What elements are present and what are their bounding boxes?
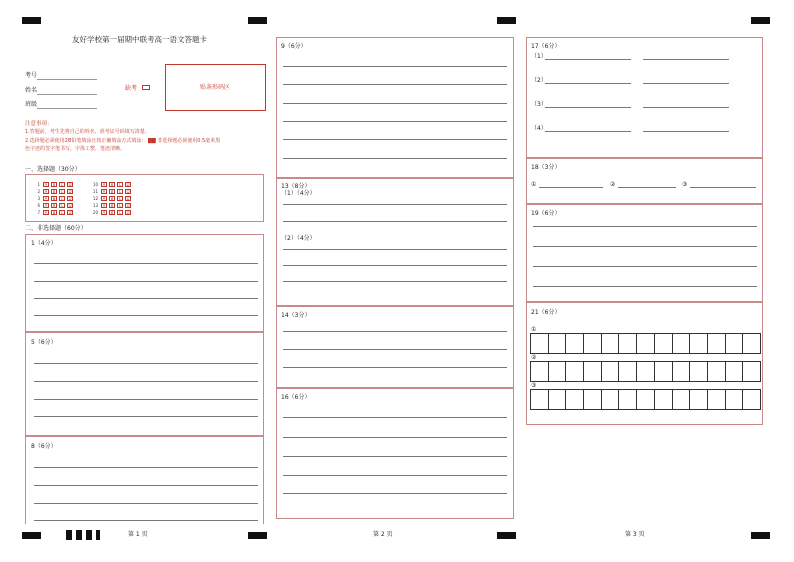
choice-number: 2 [37, 189, 40, 194]
grid-cell[interactable] [584, 362, 602, 381]
answer-line[interactable] [283, 265, 507, 266]
answer-line[interactable] [643, 83, 729, 84]
choice-column [32, 180, 75, 215]
answer-box-q1 [25, 234, 264, 332]
answer-box-q5 [25, 332, 264, 436]
grid-cell[interactable] [637, 390, 655, 409]
grid-cell[interactable] [673, 334, 691, 353]
choice-bubble[interactable]: A [102, 210, 106, 215]
grid-cell[interactable] [690, 390, 708, 409]
choice-bubble[interactable]: B [110, 203, 114, 208]
choice-bubble[interactable]: C [60, 210, 64, 215]
answer-line[interactable] [283, 367, 507, 368]
section1-title: 一、选择题（30分） [25, 166, 81, 173]
grid-cell[interactable] [531, 362, 549, 381]
choice-bubble[interactable]: B [110, 210, 114, 215]
answer-line[interactable] [643, 131, 729, 132]
choice-bubble[interactable]: A [102, 203, 106, 208]
answer-line[interactable] [283, 349, 507, 350]
choice-row [90, 187, 133, 194]
choice-bubble[interactable]: D [68, 196, 72, 201]
answer-line[interactable] [533, 226, 757, 227]
choice-number: 13 [92, 203, 98, 208]
answer-line[interactable] [283, 221, 507, 222]
choice-row [32, 208, 75, 215]
answer-box-q13 [276, 178, 514, 306]
grid-cell[interactable] [584, 334, 602, 353]
answer-line[interactable] [34, 399, 258, 400]
answer-line[interactable] [34, 416, 258, 417]
choice-bubble[interactable]: B [52, 189, 56, 194]
grid-cell[interactable] [708, 334, 726, 353]
answer-line[interactable] [533, 286, 757, 287]
grid-cell[interactable] [655, 362, 673, 381]
choice-number: 10 [92, 182, 98, 187]
sub-question-label: （1） [531, 53, 547, 60]
choice-bubble[interactable]: C [60, 196, 64, 201]
answer-line[interactable] [643, 59, 729, 60]
choice-bubble[interactable]: B [52, 182, 56, 187]
answer-line[interactable] [34, 381, 258, 382]
grid-cell[interactable] [637, 362, 655, 381]
sub-question-label: ② [610, 181, 616, 188]
timing-mark [22, 532, 41, 539]
choice-number: 12 [92, 196, 98, 201]
choice-row [90, 194, 133, 201]
answer-line[interactable] [283, 103, 507, 104]
answer-line[interactable] [34, 298, 258, 299]
choice-answer-box [25, 174, 264, 222]
choice-bubble[interactable]: A [44, 203, 48, 208]
answer-line[interactable] [283, 204, 507, 205]
choice-bubble[interactable]: A [44, 189, 48, 194]
answer-line[interactable] [545, 83, 631, 84]
page-code-mark [76, 530, 82, 540]
answer-line[interactable] [283, 331, 507, 332]
answer-line[interactable] [283, 493, 507, 494]
choice-bubble[interactable]: C [118, 196, 122, 201]
answer-line[interactable] [283, 417, 507, 418]
answer-line[interactable] [545, 59, 631, 60]
name-label: 姓名 [25, 87, 38, 94]
answer-line[interactable] [34, 263, 258, 264]
answer-box-q9 [276, 37, 514, 178]
grid-cell[interactable] [549, 390, 567, 409]
grid-cell[interactable] [619, 362, 637, 381]
grid-cell[interactable] [602, 362, 620, 381]
answer-box-q19 [526, 204, 763, 302]
answer-line[interactable] [690, 187, 756, 188]
notice-item: 色字迹的签字笔书写，字体工整，笔迹清晰。 [25, 146, 126, 152]
choice-bubble[interactable]: C [118, 182, 122, 187]
answer-box-q14 [276, 306, 514, 388]
grid-cell[interactable] [549, 334, 567, 353]
answer-line[interactable] [618, 187, 676, 188]
choice-bubble[interactable]: D [126, 189, 130, 194]
choice-row [32, 194, 75, 201]
grid-cell[interactable] [602, 390, 620, 409]
choice-bubble[interactable]: D [68, 210, 72, 215]
grid-cell[interactable] [531, 334, 549, 353]
answer-line[interactable] [283, 475, 507, 476]
page-code-mark [96, 530, 100, 540]
question-label: 19（6分） [531, 210, 561, 217]
answer-line[interactable] [283, 158, 507, 159]
answer-line[interactable] [34, 485, 258, 486]
grid-cell[interactable] [655, 334, 673, 353]
sub-question-label: （3） [531, 101, 547, 108]
grid-cell[interactable] [708, 390, 726, 409]
choice-bubble[interactable]: A [44, 196, 48, 201]
answer-line[interactable] [283, 66, 507, 67]
timing-mark [751, 17, 770, 24]
page-number-3: 第 3 页 [625, 531, 645, 538]
choice-bubble[interactable]: D [126, 182, 130, 187]
grid-cell[interactable] [566, 334, 584, 353]
grid-cell[interactable] [726, 334, 744, 353]
grid-cell[interactable] [726, 362, 744, 381]
class-label: 班级 [25, 101, 38, 108]
question-label: 13（8分） [281, 183, 311, 190]
grid-cell[interactable] [619, 334, 637, 353]
choice-row [90, 180, 133, 187]
question-label: 17（6分） [531, 43, 561, 50]
answer-box-q8 [25, 436, 264, 524]
answer-box-q18 [526, 158, 763, 204]
choice-number: 1 [37, 182, 40, 187]
choice-bubble[interactable]: A [44, 182, 48, 187]
answer-line[interactable] [545, 107, 631, 108]
grid-cell[interactable] [743, 362, 760, 381]
sub-question-label: ③ [531, 382, 537, 389]
choice-row [90, 201, 133, 208]
timing-mark [248, 17, 267, 24]
choice-bubble[interactable]: C [118, 210, 122, 215]
grid-cell[interactable] [619, 390, 637, 409]
question-label: 1（4分） [31, 240, 57, 247]
choice-row [90, 208, 133, 215]
sub-question-label: （1）（4分） [281, 190, 316, 197]
answer-line[interactable] [539, 187, 603, 188]
grid-cell[interactable] [566, 390, 584, 409]
notice-title: 注意事项： [25, 121, 53, 127]
choice-number: 11 [92, 189, 98, 194]
choice-bubble[interactable]: B [52, 210, 56, 215]
answer-line[interactable] [533, 266, 757, 267]
question-label: 8（6分） [31, 443, 57, 450]
choice-bubble[interactable]: D [126, 210, 130, 215]
sub-question-label: ② [531, 354, 537, 361]
timing-mark [497, 17, 516, 24]
choice-bubble[interactable]: B [52, 203, 56, 208]
choice-bubble[interactable]: C [60, 189, 64, 194]
character-grid[interactable] [530, 361, 761, 382]
choice-bubble[interactable]: A [44, 210, 48, 215]
sub-question-label: （4） [531, 125, 547, 132]
timing-mark [497, 532, 516, 539]
answer-box-q17 [526, 37, 763, 158]
choice-bubble[interactable]: C [118, 203, 122, 208]
notice-item: 2.选择题必须使用2B铅笔填涂且按正确填涂方式填涂： ▇▇ 非选择题必须使用0.5毫米黑 [25, 138, 221, 144]
timing-mark [248, 532, 267, 539]
answer-line[interactable] [34, 363, 258, 364]
choice-bubble[interactable]: C [60, 182, 64, 187]
grid-cell[interactable] [690, 362, 708, 381]
choice-bubble[interactable]: C [118, 189, 122, 194]
grid-cell[interactable] [743, 390, 760, 409]
answer-line[interactable] [34, 281, 258, 282]
sub-question-label: （2） [531, 77, 547, 84]
character-grid[interactable] [530, 389, 761, 410]
class-field[interactable] [37, 108, 97, 109]
answer-line[interactable] [533, 246, 757, 247]
choice-bubble[interactable]: A [102, 196, 106, 201]
timing-mark [751, 532, 770, 539]
question-label: 16（6分） [281, 394, 311, 401]
choice-bubble[interactable]: D [126, 203, 130, 208]
grid-cell[interactable] [726, 390, 744, 409]
answer-line[interactable] [283, 139, 507, 140]
barcode-area [165, 64, 266, 111]
question-label: 9（6分） [281, 43, 307, 50]
choice-bubble[interactable]: A [102, 182, 106, 187]
grid-cell[interactable] [637, 334, 655, 353]
choice-bubble[interactable]: D [68, 182, 72, 187]
absent-checkbox[interactable] [142, 85, 150, 90]
absent-label: 缺考 [125, 85, 138, 92]
sub-question-label: ③ [682, 181, 688, 188]
choice-bubble[interactable]: B [110, 182, 114, 187]
choice-bubble[interactable]: C [60, 203, 64, 208]
grid-cell[interactable] [566, 362, 584, 381]
question-label: 18（3分） [531, 164, 561, 171]
name-field[interactable] [37, 94, 97, 95]
choice-number: 3 [37, 196, 40, 201]
answer-line[interactable] [643, 107, 729, 108]
grid-cell[interactable] [673, 362, 691, 381]
exam-number-field[interactable] [37, 79, 97, 80]
answer-line[interactable] [34, 503, 258, 504]
notice-item: 1.答题前，考生先将自己的姓名、准考证号码填写清楚。 [25, 129, 150, 135]
section2-title: 二、非选择题（60分） [25, 225, 87, 232]
answer-box-q16 [276, 388, 514, 519]
sub-question-label: ① [531, 326, 537, 333]
grid-cell[interactable] [531, 390, 549, 409]
question-label: 21（6分） [531, 309, 561, 316]
choice-bubble[interactable]: B [52, 196, 56, 201]
answer-line[interactable] [283, 249, 507, 250]
page-number-2: 第 2 页 [373, 531, 393, 538]
barcode-label: 贴条形码区 [200, 84, 231, 91]
grid-cell[interactable] [655, 390, 673, 409]
grid-cell[interactable] [602, 334, 620, 353]
choice-column [90, 180, 133, 215]
choice-bubble[interactable]: D [68, 189, 72, 194]
timing-mark [22, 17, 41, 24]
sub-question-label: ① [531, 181, 537, 188]
grid-cell[interactable] [690, 334, 708, 353]
answer-line[interactable] [283, 121, 507, 122]
question-label: 5（6分） [31, 339, 57, 346]
choice-bubble[interactable]: B [110, 189, 114, 194]
grid-cell[interactable] [673, 390, 691, 409]
answer-line[interactable] [283, 456, 507, 457]
choice-row [32, 187, 75, 194]
answer-box-q21 [526, 302, 763, 425]
answer-line[interactable] [34, 467, 258, 468]
choice-number: 20 [92, 210, 98, 215]
choice-row [32, 180, 75, 187]
choice-number: 7 [37, 210, 40, 215]
answer-line[interactable] [545, 131, 631, 132]
grid-cell[interactable] [708, 362, 726, 381]
choice-bubble[interactable]: D [126, 196, 130, 201]
grid-cell[interactable] [743, 334, 760, 353]
choice-row [32, 201, 75, 208]
page-code-mark [66, 530, 72, 540]
choice-bubble[interactable]: B [110, 196, 114, 201]
page-code-mark [86, 530, 92, 540]
answer-line[interactable] [34, 315, 258, 316]
answer-line[interactable] [283, 84, 507, 85]
answer-line[interactable] [283, 437, 507, 438]
exam-number-label: 考号 [25, 72, 38, 79]
character-grid[interactable] [530, 333, 761, 354]
question-label: 14（3分） [281, 312, 311, 319]
answer-line[interactable] [283, 281, 507, 282]
sheet-title: 友好学校第一届期中联考高一语文答题卡 [72, 35, 207, 44]
choice-number: 6 [37, 203, 40, 208]
grid-cell[interactable] [549, 362, 567, 381]
page-number-1: 第 1 页 [128, 531, 148, 538]
choice-bubble[interactable]: A [102, 189, 106, 194]
sub-question-label: （2）（4分） [281, 235, 316, 242]
grid-cell[interactable] [584, 390, 602, 409]
answer-line[interactable] [34, 520, 258, 521]
choice-bubble[interactable]: D [68, 203, 72, 208]
